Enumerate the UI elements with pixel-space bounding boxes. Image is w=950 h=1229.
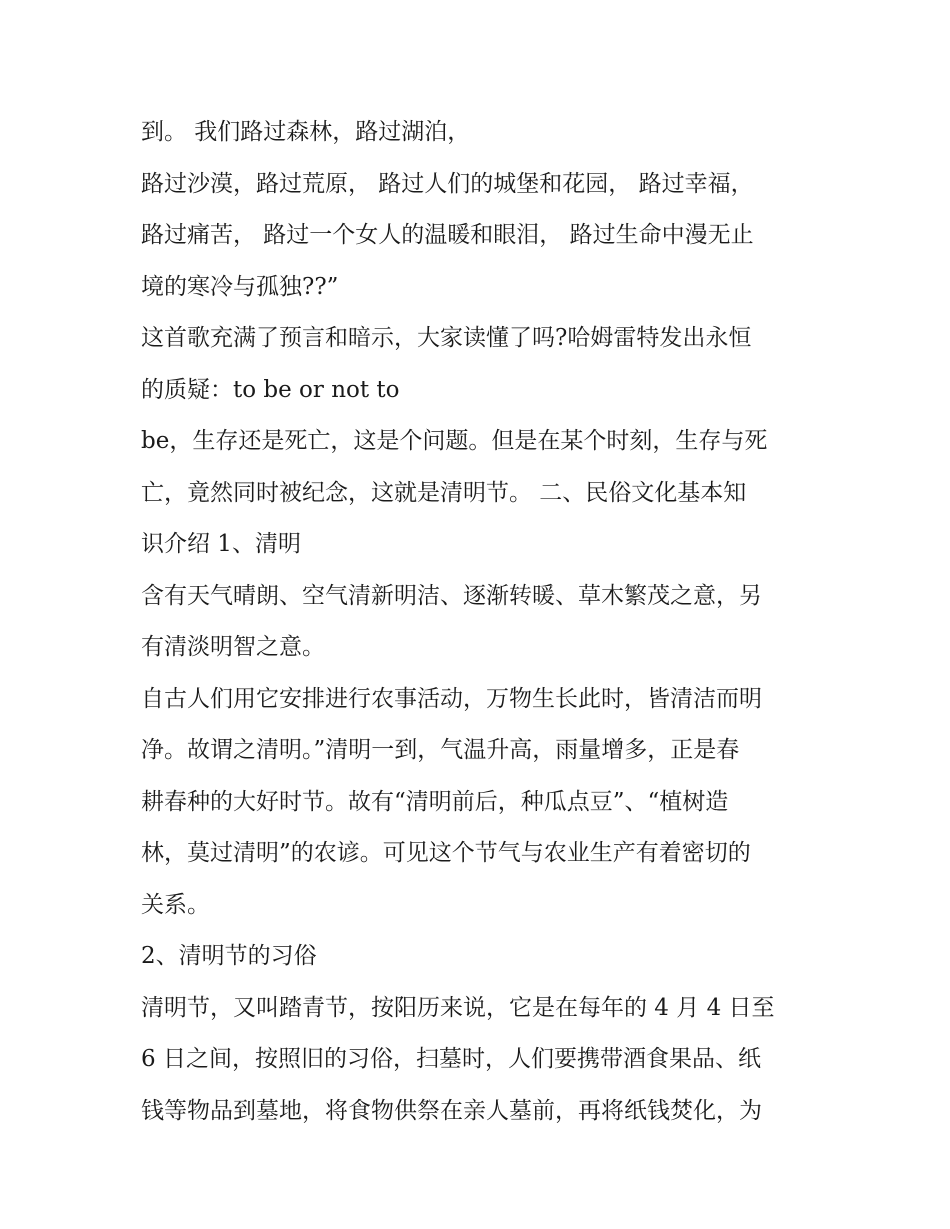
text-line: 有清淡明智之意。 bbox=[141, 634, 325, 660]
text-line: 路过痛苦， 路过一个女人的温暖和眼泪， 路过生命中漫无止 bbox=[141, 222, 754, 248]
text-line: 境的寒冷与孤独??” bbox=[141, 273, 339, 300]
text-line: 路过沙漠，路过荒原， 路过人们的城堡和花园， 路过幸福， bbox=[141, 170, 754, 197]
text-line: 识介绍 1、清明 bbox=[141, 531, 301, 557]
text-line: 关系。 bbox=[141, 891, 210, 918]
text-line: 钱等物品到墓地，将食物供祭在亲人墓前，再将纸钱焚化，为 bbox=[141, 1097, 762, 1124]
section-heading: 2、清明节的习俗 bbox=[141, 943, 317, 969]
text-line: 清明节，又叫踏青节，按阳历来说，它是在每年的 4 月 4 日至 bbox=[141, 994, 775, 1021]
text-line: 到。 我们路过森林，路过湖泊， bbox=[141, 119, 471, 145]
text-line: be，生存还是死亡，这是个问题。但是在某个时刻，生存与死 bbox=[141, 428, 768, 454]
text-line: 自古人们用它安排进行农事活动，万物生长此时，皆清洁而明 bbox=[141, 685, 762, 712]
text-line: 6 日之间，按照旧的习俗，扫墓时，人们要携带酒食果品、纸 bbox=[141, 1046, 761, 1072]
text-line: 耕春种的大好时节。故有“清明前后，种瓜点豆”、“植树造 bbox=[141, 788, 729, 815]
body-text bbox=[141, 107, 841, 1137]
text-line: 含有天气晴朗、空气清新明洁、逐渐转暖、草木繁茂之意，另 bbox=[141, 582, 762, 609]
text-line: 林，莫过清明”的农谚。可见这个节气与农业生产有着密切的 bbox=[141, 840, 751, 866]
text-line: 这首歌充满了预言和暗示，大家读懂了吗?哈姆雷特发出永恒 bbox=[141, 325, 752, 351]
text-line: 的质疑：to be or not to bbox=[141, 376, 400, 403]
text-line: 亡，竟然同时被纪念，这就是清明节。 二、民俗文化基本知 bbox=[141, 479, 747, 506]
text-line: 净。故谓之清明。”清明一到，气温升高，雨量增多，正是春 bbox=[141, 737, 740, 763]
